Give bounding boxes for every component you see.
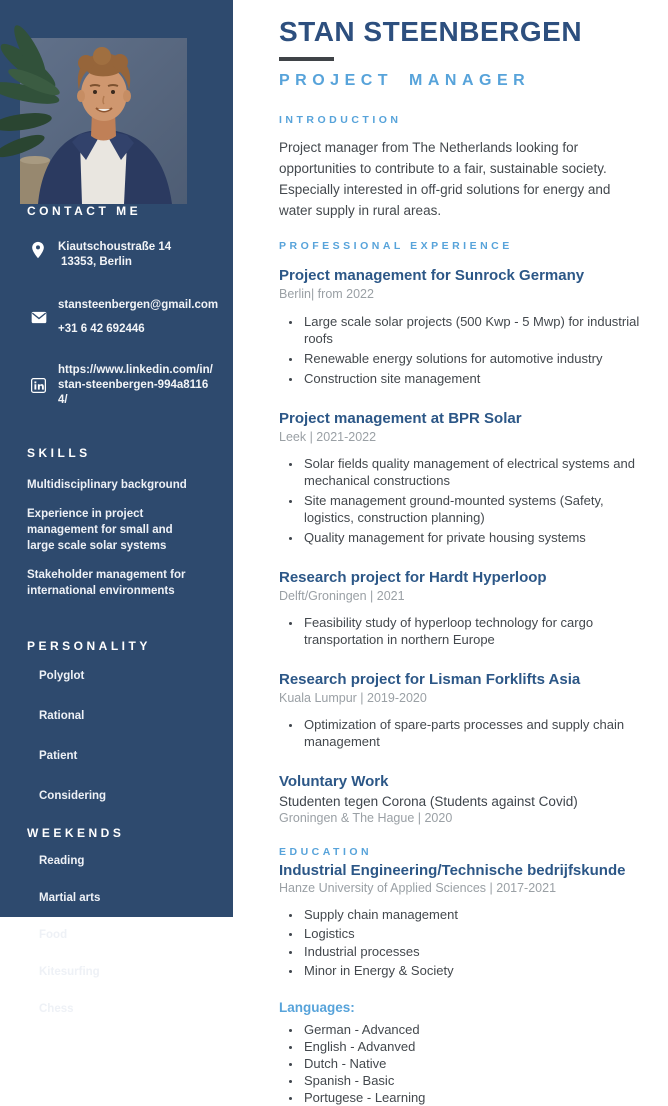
contact-heading: CONTACT ME (27, 204, 142, 218)
language-item: • Dutch - Native (302, 1057, 642, 1071)
language-item: • English - Advanved (302, 1040, 642, 1054)
skill-item: Experience in project management for small and large scale solar systems (27, 508, 173, 552)
experience-meta: Delft/Groningen | 2021 (279, 589, 405, 603)
experience-meta: Leek | 2021-2022 (279, 430, 377, 444)
language-item: • Portugese - Learning (302, 1091, 642, 1105)
introduction-text: Project manager from The Netherlands looking for opportunities to contribute to a fair, sustainable society. Especially interested in off-grid solutions for energy and water supply in rural areas. (279, 140, 611, 218)
contact-email-row (27, 298, 219, 337)
bullet-item: • Optimization of spare-parts processes and supply chain management (302, 716, 642, 750)
linkedin-url[interactable]: https://www.linkedin.com/in/stan-steenbergen-994a81164/ (58, 364, 213, 406)
email-value[interactable]: stansteenbergen@gmail.com (58, 299, 219, 311)
experience-title: Voluntary Work (279, 773, 389, 790)
main-content (233, 0, 668, 1105)
language-item: • Spanish - Basic (302, 1074, 642, 1088)
experience-subtitle: Studenten tegen Corona (Students against Covid) (279, 794, 578, 809)
experience-title: Project management for Sunrock Germany (279, 267, 585, 284)
bullet-item: • Large scale solar projects (500 Kwp - 5 Mwp) for industrial roofs (302, 313, 642, 347)
address-line-2: 13353, Berlin (61, 256, 132, 268)
bullet-item: • Construction site management (302, 370, 642, 387)
weekend-item: Kitesurfing (39, 966, 100, 978)
email-icon (27, 298, 58, 337)
experience-title: Research project for Lisman Forklifts Asia (279, 671, 581, 688)
profile-photo (20, 38, 187, 204)
education-heading: EDUCATION (279, 846, 373, 858)
personality-heading: PERSONALITY (27, 639, 151, 653)
skill-item: Multidisciplinary background (27, 479, 187, 491)
bullet-item: • Logistics (302, 926, 642, 941)
experience-meta: Berlin| from 2022 (279, 287, 374, 301)
education-title: Industrial Engineering/Technische bedrijfskunde (279, 862, 626, 879)
education-bullets (279, 907, 642, 978)
contact-linkedin-row (27, 363, 215, 408)
weekend-item: Chess (39, 1003, 74, 1015)
bullet-item: • Quality management for private housing systems (302, 529, 642, 546)
personality-item: Considering (39, 790, 107, 802)
language-item: • German - Advanced (302, 1023, 642, 1037)
address-line-1: Kiautschoustraße 14 (58, 241, 172, 253)
experience-heading: PROFESSIONAL EXPERIENCE (279, 240, 513, 252)
experience-bullets (279, 716, 642, 750)
experience-bullets (279, 614, 642, 648)
location-pin-icon (27, 240, 58, 270)
languages-list (279, 1023, 642, 1105)
linkedin-icon (27, 363, 58, 408)
skill-item: Stakeholder management for international environments (27, 569, 186, 597)
personality-item: Polyglot (39, 670, 85, 682)
introduction-heading: INTRODUCTION (279, 114, 402, 126)
experience-title: Research project for Hardt Hyperloop (279, 569, 547, 586)
skills-list (27, 477, 215, 599)
name-divider (279, 57, 334, 61)
weekends-list (27, 840, 215, 1017)
personality-item: Patient (39, 750, 78, 762)
personality-item: Rational (39, 710, 85, 722)
job-title: PROJECT MANAGER (279, 72, 531, 89)
sidebar (0, 0, 233, 1015)
experience-title: Project management at BPR Solar (279, 410, 522, 427)
bullet-item: • Site management ground-mounted systems (Safety, logistics, construction planning) (302, 492, 642, 526)
bullet-item: • Industrial processes (302, 944, 642, 959)
bullet-item: • Minor in Energy & Society (302, 963, 642, 978)
phone-value: +31 6 42 692446 (58, 323, 145, 335)
experience-meta: Kuala Lumpur | 2019-2020 (279, 691, 427, 705)
weekend-item: Food (39, 929, 68, 941)
experience-bullets (279, 313, 642, 387)
experience-bullets (279, 455, 642, 546)
weekend-item: Reading (39, 855, 85, 867)
bullet-item: • Feasibility study of hyperloop technology for cargo transportation in northern Europe (302, 614, 642, 648)
bullet-item: • Supply chain management (302, 907, 642, 922)
languages-heading: Languages: (279, 999, 355, 1015)
personality-list (27, 653, 215, 804)
weekends-heading: WEEKENDS (27, 826, 125, 840)
contact-address-row (27, 240, 215, 270)
page-title: STAN STEENBERGEN (279, 16, 583, 47)
education-meta: Hanze University of Applied Sciences | 2017-2021 (279, 881, 557, 895)
experience-meta: Groningen & The Hague | 2020 (279, 811, 453, 825)
weekend-item: Martial arts (39, 892, 101, 904)
skills-heading: SKILLS (27, 446, 91, 460)
bullet-item: • Solar fields quality management of electrical systems and mechanical constructions (302, 455, 642, 489)
bullet-item: • Renewable energy solutions for automotive industry (302, 350, 642, 367)
